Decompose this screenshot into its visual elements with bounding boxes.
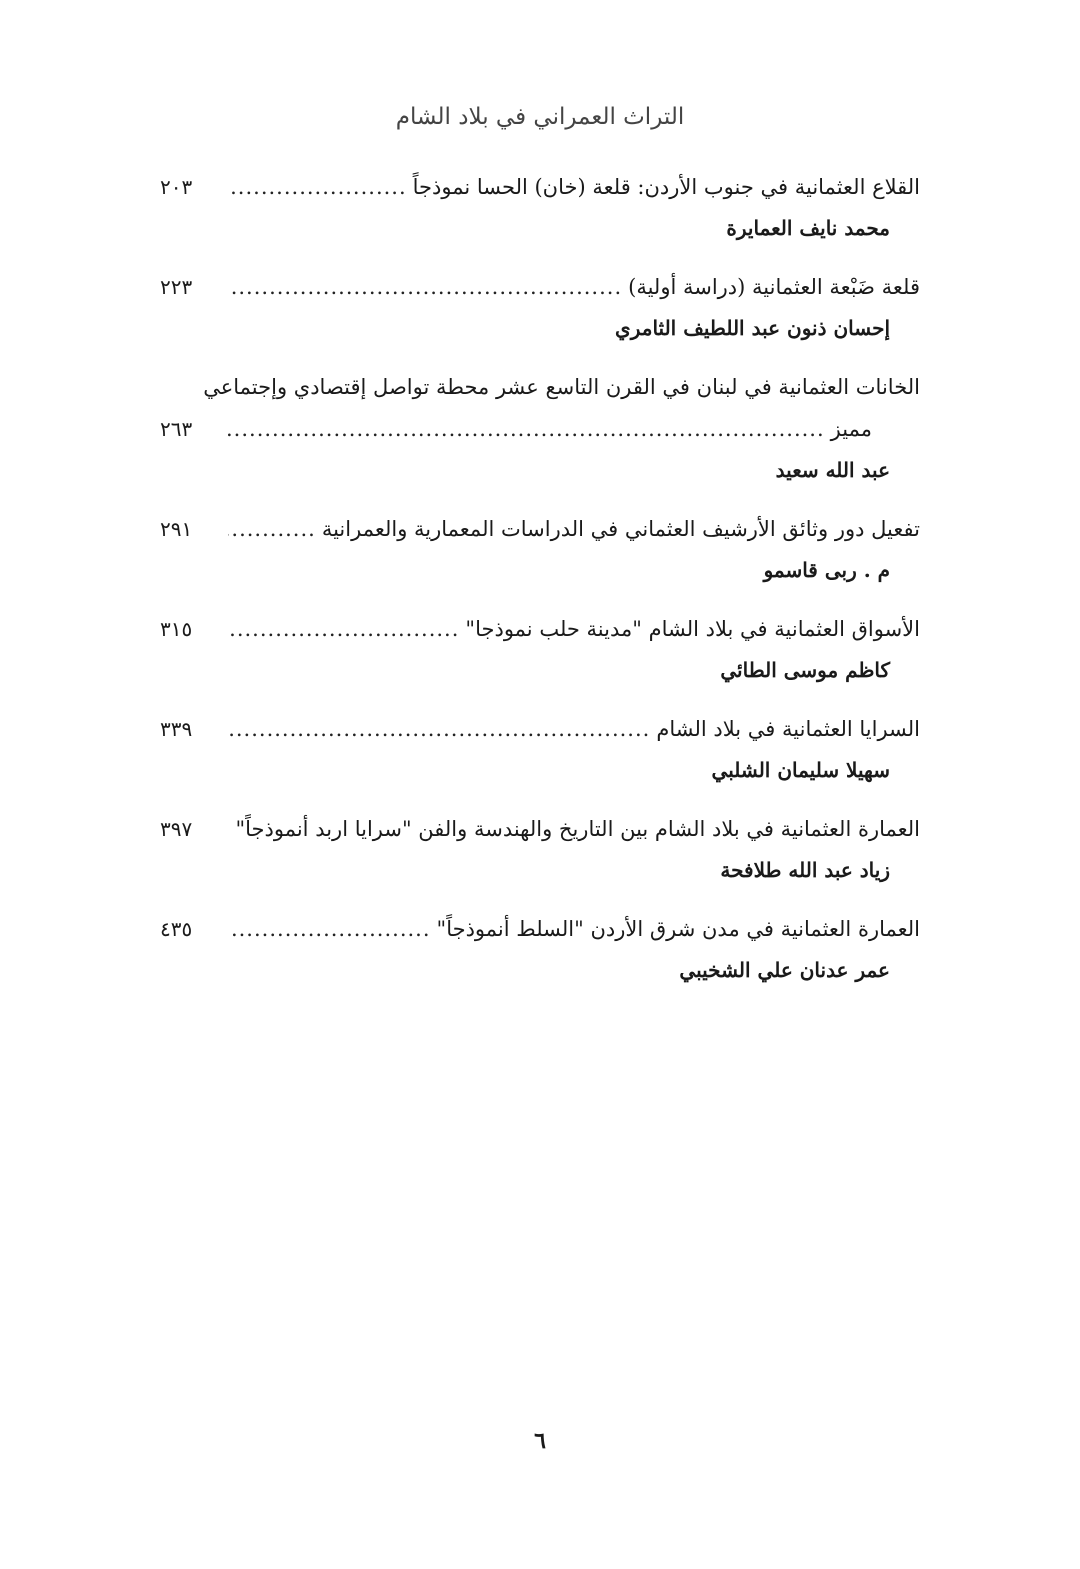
toc-entry-line: [160, 408, 920, 450]
toc-entry-line: [160, 908, 920, 950]
toc-entry-title: العمارة العثمانية في بلاد الشام بين التاريخ والهندسة والفن "سرايا اربد أنموذجاً": [235, 817, 920, 841]
toc-entry-author: م . ربى قاسمو: [763, 558, 890, 582]
toc-entry: [160, 166, 920, 248]
toc-entry: [160, 266, 920, 348]
toc-entry-line: [160, 166, 920, 208]
toc-entry-page: ٢٩١: [160, 517, 193, 541]
dot-leader: [228, 408, 825, 450]
toc-entry-page: ٣٩٧: [160, 817, 193, 841]
toc-entry: [160, 708, 920, 790]
running-header: التراث العمراني في بلاد الشام: [395, 104, 685, 130]
toc-entry-line: [160, 708, 920, 750]
dot-leader: [228, 708, 650, 750]
dot-leader: [228, 908, 431, 950]
toc-entry-line: [160, 808, 920, 850]
toc-entry-title: تفعيل دور وثائق الأرشيف العثماني في الدراسات المعمارية والعمرانية: [321, 517, 920, 541]
dot-leader: [228, 808, 229, 850]
toc-entry-title-line-2: مميز: [830, 417, 872, 441]
toc-entry-line: [160, 508, 920, 550]
toc-entry-page: ٣١٥: [160, 617, 193, 641]
toc-entry-author: زياد عبد الله طلافحة: [720, 858, 890, 882]
toc-entry-author: عبد الله سعيد: [775, 458, 890, 482]
toc-entry-title: الأسواق العثمانية في بلاد الشام "مدينة حلب نموذجا": [465, 617, 920, 641]
toc-entry-page: ٢٦٣: [160, 417, 193, 441]
toc-entry: [160, 908, 920, 990]
dot-leader: [228, 266, 622, 308]
toc-entry-title: العمارة العثمانية في مدن شرق الأردن "السلط أنموذجاً": [436, 917, 920, 941]
toc-entry-page: ٣٣٩: [160, 717, 193, 741]
toc-entry-author: سهيلا سليمان الشلبي: [711, 758, 890, 782]
toc-entry-author: عمر عدنان علي الشخيبي: [679, 958, 890, 982]
toc-entry-page: ٢٢٣: [160, 275, 193, 299]
toc-entry-author: محمد نايف العمايرة: [726, 216, 890, 240]
toc-entry-title: قلعة ضَبْعة العثمانية (دراسة أولية): [628, 275, 920, 299]
toc-entry-author: كاظم موسى الطائي: [720, 658, 890, 682]
toc-entry-line: [160, 266, 920, 308]
toc-entry-title: القلاع العثمانية في جنوب الأردن: قلعة (خان) الحسا نموذجاً: [412, 175, 920, 199]
dot-leader: [228, 166, 407, 208]
toc-entry: [160, 808, 920, 890]
dot-leader: [228, 508, 316, 550]
toc-entry-line: [160, 608, 920, 650]
dot-leader: [228, 608, 459, 650]
toc-entry-page: ٢٠٣: [160, 175, 193, 199]
toc-entry-title-line-1: الخانات العثمانية في لبنان في القرن التاسع عشر محطة تواصل إقتصادي وإجتماعي: [203, 375, 920, 399]
page-number: ٦: [534, 1428, 546, 1454]
toc-entry: [160, 508, 920, 590]
toc-entry-author: إحسان ذنون عبد اللطيف الثامري: [615, 316, 890, 340]
table-of-contents: [160, 166, 920, 1008]
toc-entry: [160, 608, 920, 690]
toc-entry-page: ٤٣٥: [160, 917, 193, 941]
toc-entry-title: السرايا العثمانية في بلاد الشام: [656, 717, 920, 741]
toc-entry: [160, 366, 920, 490]
